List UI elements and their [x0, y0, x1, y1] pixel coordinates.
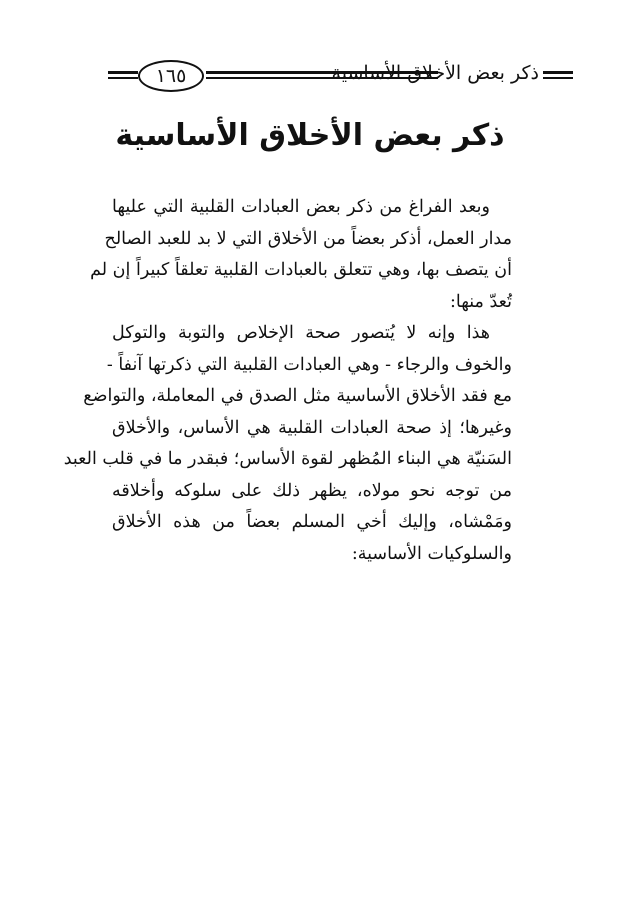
- text-line: هذا وإنه لا يُتصور صحة الإخلاص والتوبة والتوكل: [112, 323, 490, 343]
- paragraph-1: [90, 192, 512, 318]
- page-number: ١٦٥: [138, 60, 204, 92]
- chapter-title: ذكر بعض الأخلاق الأساسية: [115, 118, 505, 153]
- text-line: السَنيّة هي البناء المُظهر لقوة الأساس؛ فبقدر ما في قلب العبد: [63, 449, 512, 469]
- text-line: أن يتصف بها، وهي تتعلق بالعبادات القلبية تعلقاً كبيراً إن لم: [90, 260, 512, 280]
- text-line: والسلوكيات الأساسية:: [351, 543, 512, 564]
- text-line: مع فقد الأخلاق الأساسية مثل الصدق في المعاملة، والتواضع: [83, 386, 512, 406]
- running-header: [108, 58, 573, 94]
- text-line: ومَمْشاه، وإليك أخي المسلم بعضاً من هذه الأخلاق: [112, 512, 512, 532]
- text-line: وبعد الفراغ من ذكر بعض العبادات القلبية التي عليها: [112, 197, 490, 217]
- header-rule-left: [108, 71, 138, 79]
- text-line: من توجه نحو مولاه، يظهر ذلك على سلوكه وأخلاقه: [112, 480, 512, 501]
- header-rule-right: [543, 71, 573, 79]
- running-title: ذكر بعض الأخلاق الأساسية: [331, 62, 539, 84]
- text-line: مدار العمل، أذكر بعضاً من الأخلاق التي لا بد للعبد الصالح: [104, 228, 512, 249]
- text-line: وغيرها؛ إذ صحة العبادات القلبية هي الأساس، والأخلاق: [112, 417, 512, 438]
- paragraph-2: [63, 318, 512, 570]
- body-text: [63, 192, 512, 570]
- text-line: والخوف والرجاء - وهي العبادات القلبية التي ذكرتها آنفاً -: [106, 354, 512, 375]
- text-line: تُعدّ منها:: [449, 291, 512, 312]
